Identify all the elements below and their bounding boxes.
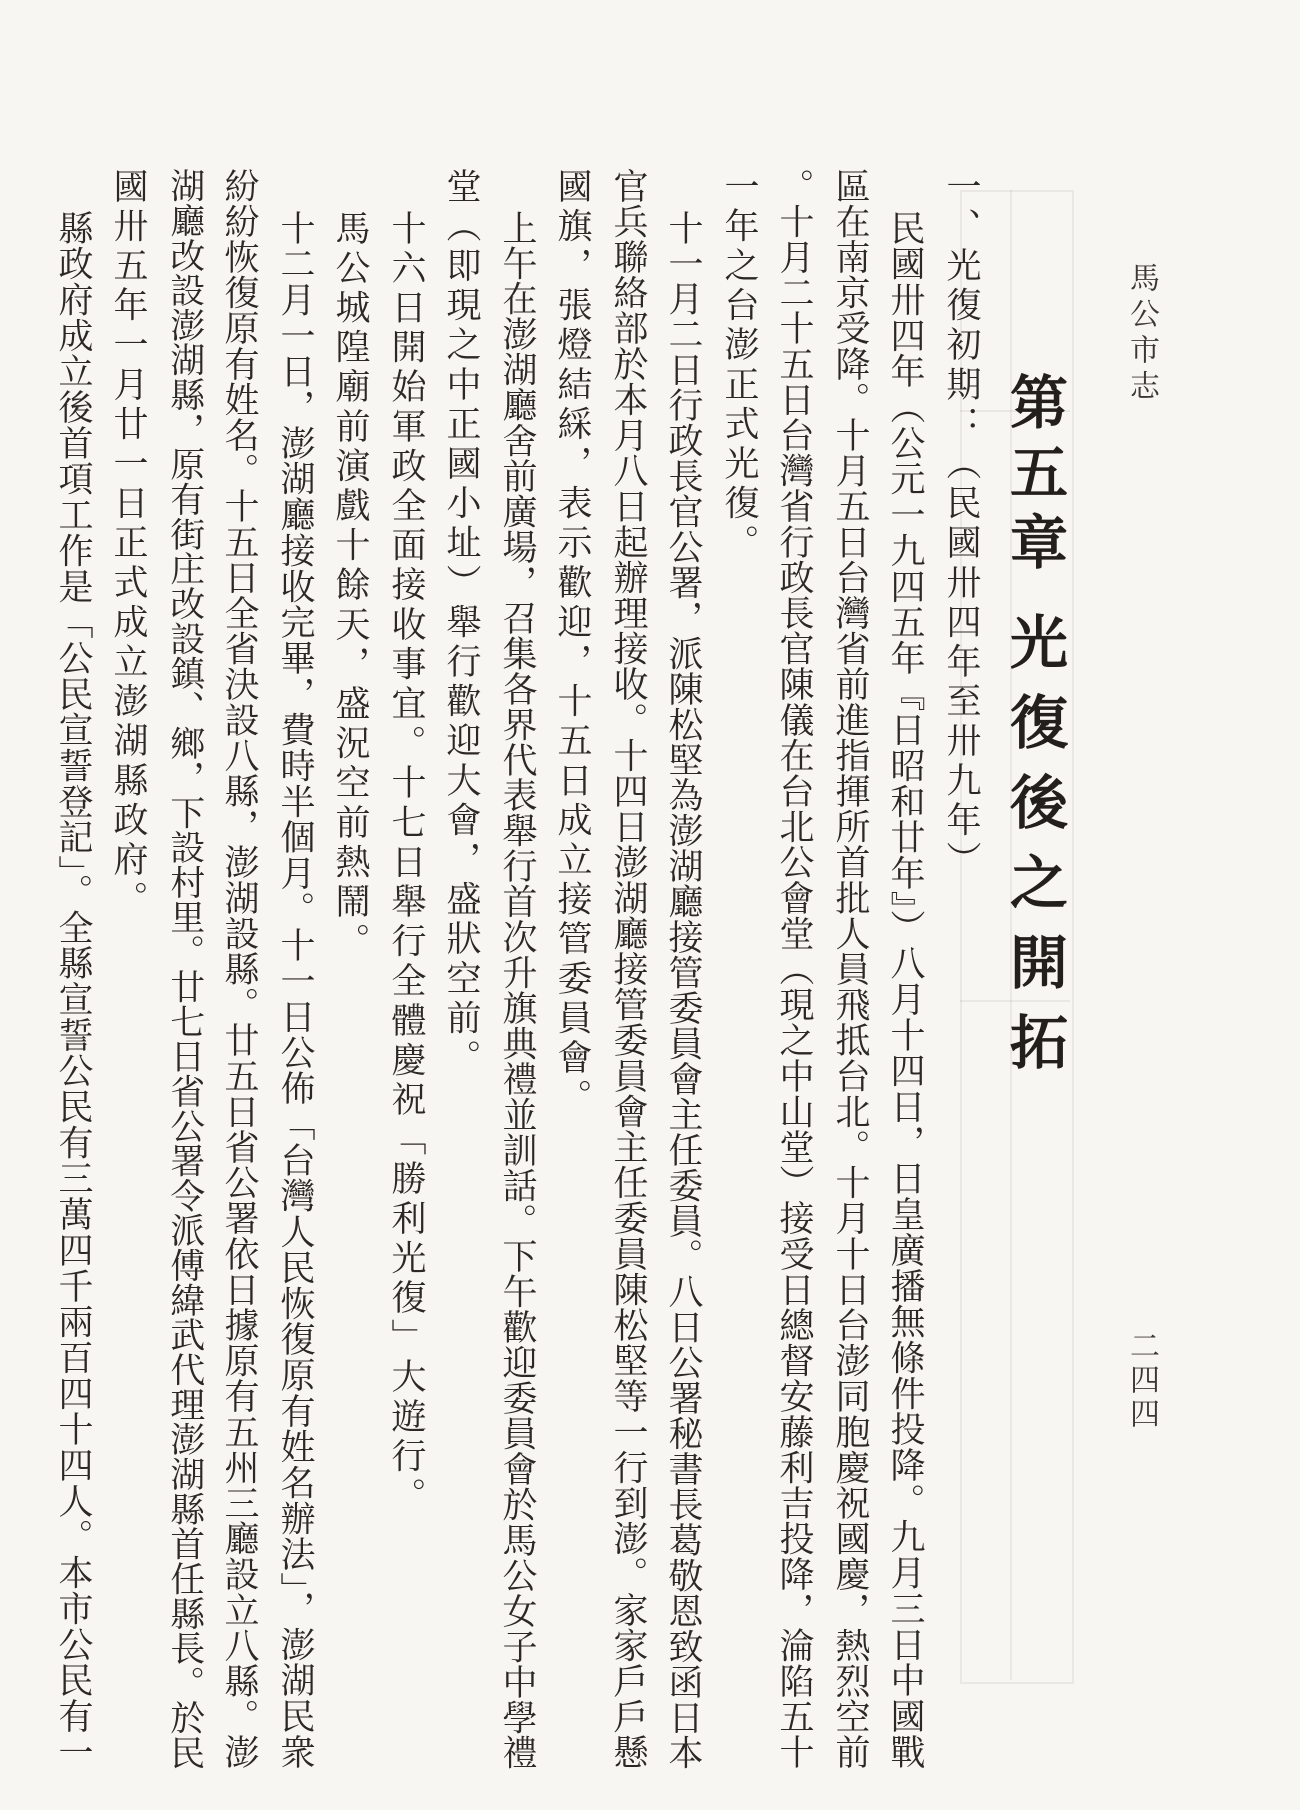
body-column: 馬公城隍廟前演戲十餘天，盛況空前熱鬧。 bbox=[330, 210, 370, 963]
page-number: 二四四 bbox=[1124, 1330, 1159, 1432]
chapter-title: 光復後之開拓 bbox=[1000, 612, 1068, 1092]
body-column: 一、光復初期：（民國卅四年至卅九年） bbox=[941, 168, 981, 881]
body-column: 一年之台澎正式光復。 bbox=[719, 168, 759, 564]
body-column: 十六日開始軍政全面接收事宜。十七日舉行全體慶祝「勝利光復」大遊行。 bbox=[386, 210, 426, 1517]
book-title: 馬公市志 bbox=[1124, 262, 1159, 406]
body-column: 十一月二日行政長官公署，派陳松堅為澎湖廳接管委員會主任委員。八日公署秘書長葛敬恩致函日本 bbox=[663, 210, 703, 1771]
body-column: 紛紛恢復原有姓名。十五日全省決設八縣，澎湖設縣。廿五日省公署依日據原有五州三廳設立八縣。澎 bbox=[219, 168, 259, 1770]
chapter-number: 第五章 bbox=[1000, 372, 1068, 582]
body-column: 縣政府成立後首項工作是「公民宣誓登記」。全縣宣誓公民有三萬四千兩百四十四人。本市公民有一 bbox=[53, 210, 93, 1770]
body-column: 國卅五年一月廿一日正式成立澎湖縣政府。 bbox=[108, 168, 148, 921]
body-column: 區在南京受降。十月五日台灣省前進指揮所首批人員飛抵台北。十月十日台澎同胞慶祝國慶，熱烈空前 bbox=[830, 168, 870, 1770]
body-column: 十二月一日，澎湖廳接收完畢，費時半個月。十一日公佈「台灣人民恢復原有姓名辦法」，澎湖民衆 bbox=[275, 210, 315, 1770]
body-column: 湖廳改設澎湖縣，原有街庄改設鎮、鄉，下設村里。廿七日省公署令派傅緯武代理澎湖縣首任縣長。於民 bbox=[163, 168, 204, 1770]
body-column: 堂（即現之中正國小址）舉行歡迎大會，盛狀空前。 bbox=[441, 168, 481, 1079]
body-column: 。十月二十五日台灣省行政長官陳儀在台北公會堂（現之中山堂）接受日總督安藤利吉投降，淪陷五十 bbox=[774, 168, 814, 1770]
body-column: 民國卅四年（公元一九四五年『日昭和廿年』）八月十四日，日皇廣播無條件投降。九月三日中國戰 bbox=[885, 210, 925, 1770]
body-column: 國旗，張燈結綵，表示歡迎，十五日成立接管委員會。 bbox=[552, 168, 592, 1119]
body-column: 上午在澎湖廳舍前廣場，召集各界代表舉行首次升旗典禮並訓話。下午歡迎委員會於馬公女子中學禮 bbox=[497, 210, 537, 1771]
body-column: 官兵聯絡部於本月八日起辦理接收。十四日澎湖廳接管委員會主任委員陳松堅等一行到澎。家家戶戶懸 bbox=[608, 168, 648, 1770]
